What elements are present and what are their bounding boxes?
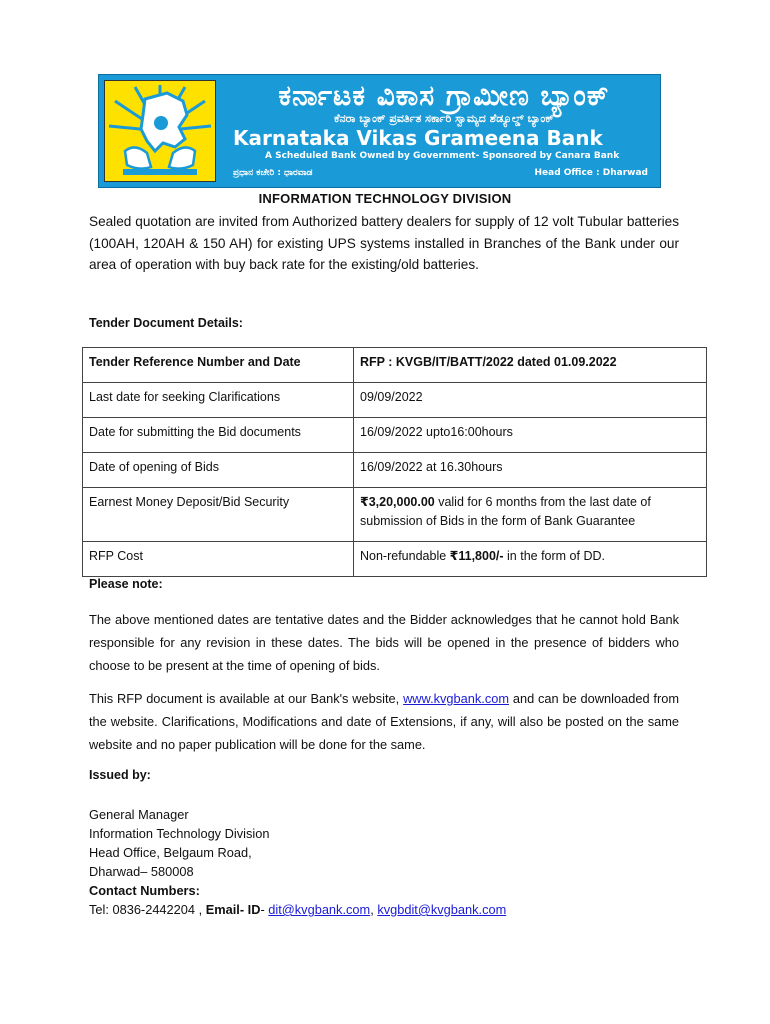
table-row: [83, 383, 707, 418]
table-row: [83, 348, 707, 383]
karnataka-map-icon: [105, 81, 215, 181]
rfp-text-before: This RFP document is available at our Bank's website,: [89, 691, 404, 706]
tender-details-table: [82, 347, 707, 577]
head-office-kannada: ಪ್ರಧಾನ ಕಚೇರಿ : ಧಾರವಾಡ: [233, 168, 313, 178]
address-line: General Manager: [89, 807, 189, 822]
email-separator: -: [260, 902, 269, 917]
telephone: Tel: 0836-2442204 ,: [89, 902, 206, 917]
email-link-dit[interactable]: dit@kvgbank.com: [268, 902, 371, 917]
head-office-english: Head Office : Dharwad: [534, 168, 648, 178]
rfp-cost-prefix: Non-refundable: [360, 549, 450, 563]
intro-paragraph: Sealed quotation are invited from Authorized battery dealers for supply of 12 volt Tubular batteries (100AH, 120AH & 150 AH) for existing UPS systems installed in Branches of the Bank under our area of operation with buy back rate for the existing/old batteries.: [89, 214, 679, 272]
email-link-kvgbdit[interactable]: kvgbdit@kvgbank.com: [377, 902, 507, 917]
table-cell-label: Date for submitting the Bid documents: [83, 418, 354, 453]
table-row: [83, 542, 707, 577]
table-cell-value: 16/09/2022 at 16.30hours: [354, 453, 707, 488]
bank-subtitle-kannada: ಕೆನರಾ ಬ್ಯಾಂಕ್ ಪ್ರವರ್ತಿತ ಸರ್ಕಾರಿ ಸ್ವಾಮ್ಯದ ಶೆಡ್ಯೂಲ್ಡ್ ಬ್ಯಾಂಕ್: [334, 112, 554, 125]
email-comma: ,: [370, 902, 378, 917]
table-cell-label: Last date for seeking Clarifications: [83, 383, 354, 418]
rfp-cost-amount: ₹11,800/-: [449, 549, 504, 563]
table-cell-label: Tender Reference Number and Date: [83, 348, 354, 383]
issuer-address: [89, 805, 506, 919]
bank-scheduled-line: A Scheduled Bank Owned by Government- Sponsored by Canara Bank: [265, 151, 620, 161]
table-row: [83, 453, 707, 488]
emd-amount: ₹3,20,000.00: [360, 495, 435, 509]
table-row: [83, 418, 707, 453]
table-cell-value: 09/09/2022: [354, 383, 707, 418]
address-line: Head Office, Belgaum Road,: [89, 845, 252, 860]
bank-name-kannada: ಕರ್ನಾಟಕ ವಿಕಾಸ ಗ್ರಾಮೀಣ ಬ್ಯಾಂಕ್: [278, 79, 610, 112]
table-cell-label: RFP Cost: [83, 542, 354, 577]
table-cell-value: 16/09/2022 upto16:00hours: [354, 418, 707, 453]
table-row: [83, 488, 707, 542]
address-line: Dharwad– 580008: [89, 864, 194, 879]
rfp-paragraph: [89, 688, 679, 756]
rfp-cost-suffix: in the form of DD.: [503, 549, 605, 563]
email-label: Email- ID: [205, 902, 261, 917]
bank-logo: [104, 80, 216, 182]
division-heading: INFORMATION TECHNOLOGY DIVISION: [258, 191, 512, 206]
website-link[interactable]: www.kvgbank.com: [403, 691, 510, 706]
emd-description: valid for 6 months from the last date of submission of Bids in the form of Bank Guarantee: [360, 495, 651, 528]
tender-details-label: Tender Document Details:: [89, 316, 243, 330]
bank-header-banner: [98, 74, 661, 188]
table-cell-value: [354, 542, 707, 577]
address-line: Information Technology Division: [89, 826, 270, 841]
table-cell-label: Date of opening of Bids: [83, 453, 354, 488]
contact-label: Contact Numbers:: [89, 883, 200, 898]
contact-line: [89, 900, 506, 919]
issued-by-label: Issued by:: [89, 768, 151, 782]
note-label: Please note:: [89, 577, 163, 591]
rfp-text-after: and can be downloaded from the website. Clarifications, Modifications and date of Extensions, if any, will also be posted on the same website and no paper publication will be done for the same.: [89, 691, 679, 752]
table-cell-value: [354, 488, 707, 542]
table-cell-label: Earnest Money Deposit/Bid Security: [83, 488, 354, 542]
note-paragraph: The above mentioned dates are tentative dates and the Bidder acknowledges that he cannot hold Bank responsible for any revision in these dates. The bids will be opened in the presence of bidders who choose to be present at the time of opening of bids.: [89, 612, 679, 673]
table-cell-value: RFP : KVGB/IT/BATT/2022 dated 01.09.2022: [354, 348, 707, 383]
bank-name-english: Karnataka Vikas Grameena Bank: [233, 126, 603, 150]
